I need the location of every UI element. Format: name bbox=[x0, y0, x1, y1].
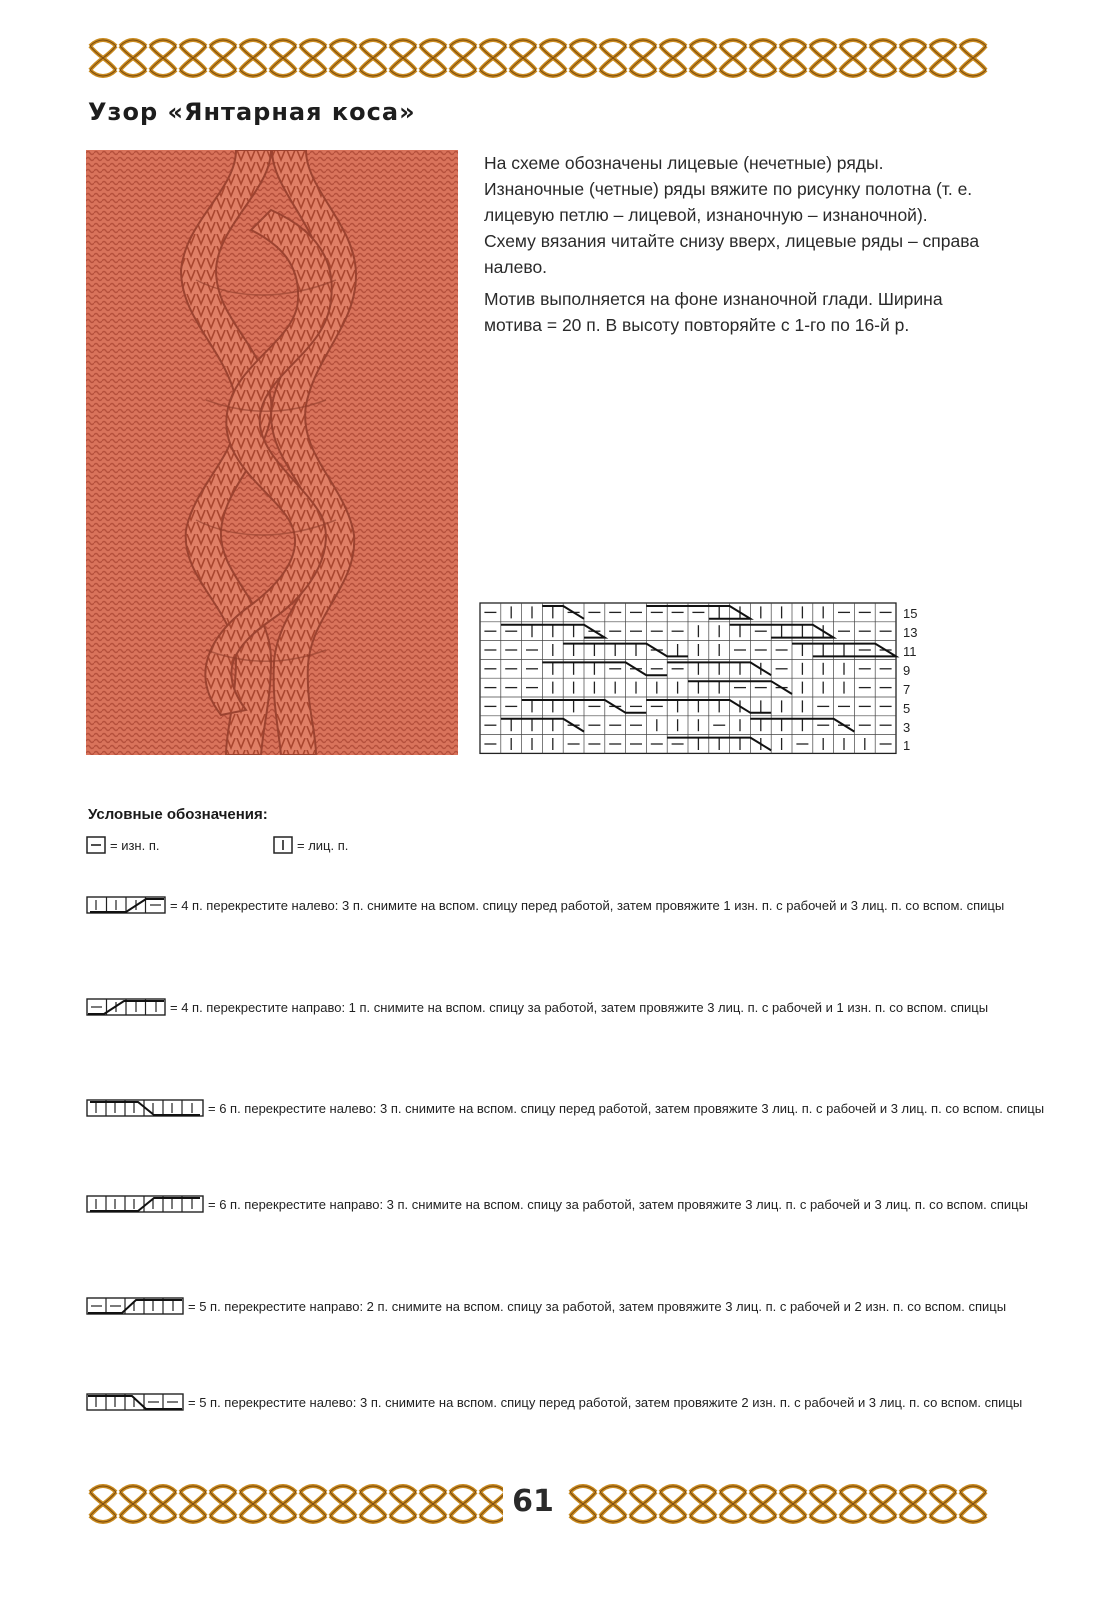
knitting-chart bbox=[478, 600, 923, 760]
chart-row-numbers bbox=[903, 606, 917, 753]
description-paragraph-1: На схеме обозначены лицевые (нечетные) ряды. Изнаночные (четные) ряды вяжите по рисунку полотна (т. е. лицевую петлю – лицевой, изнаночную – изнаночной). Схему вязания читайте снизу вверх, лицевые ряды – справа налево. bbox=[484, 153, 980, 277]
row-number: 15 bbox=[903, 606, 918, 621]
row-number: 3 bbox=[903, 720, 911, 735]
legend-cross-text: = 6 п. перекрестите направо: 3 п. снимите на вспом. спицу за работой, затем провяжите 3 лиц. п. с рабочей и 3 лиц. п. со вспом. спицы bbox=[208, 1196, 1028, 1212]
legend-cross-text: = 4 п. перекрестите направо: 1 п. снимите на вспом. спицу за работой, затем провяжите 3 лиц. п. с рабочей и 1 изн. п. со вспом. спицы bbox=[170, 999, 989, 1015]
knit-symbol-icon bbox=[273, 836, 293, 854]
legend-cross-4-right bbox=[86, 998, 992, 1016]
knitted-swatch-photo bbox=[86, 150, 458, 755]
legend-knit bbox=[273, 836, 352, 854]
cross-5-right-icon bbox=[86, 1297, 184, 1315]
row-number: 9 bbox=[903, 663, 911, 678]
legend-purl bbox=[86, 836, 163, 854]
legend-cross-5-left bbox=[86, 1393, 1026, 1411]
cross-4-left-icon bbox=[86, 896, 166, 914]
legend-title: Условные обозначения: bbox=[88, 806, 268, 823]
row-number: 7 bbox=[903, 682, 911, 697]
row-number: 5 bbox=[903, 701, 911, 716]
legend-cross-4-left bbox=[86, 896, 1008, 914]
description-paragraph-2: Мотив выполняется на фоне изнаночной глади. Ширина мотива = 20 п. В высоту повторяйте с 1-го по 16-й р. bbox=[484, 289, 943, 335]
page-number: 61 bbox=[512, 1484, 554, 1519]
legend-cross-6-right bbox=[86, 1195, 1032, 1213]
row-number: 1 bbox=[903, 738, 911, 753]
legend-cross-text: = 5 п. перекрестите направо: 2 п. снимите на вспом. спицу за работой, затем провяжите 3 лиц. п. с рабочей и 2 изн. п. со вспом. спицы bbox=[188, 1298, 1007, 1314]
legend-cross-text: = 6 п. перекрестите налево: 3 п. снимите на вспом. спицу перед работой, затем провяжите 3 лиц. п. с рабочей и 3 лиц. п. со вспом. спицы bbox=[208, 1100, 1045, 1116]
page-title: Узор «Янтарная коса» bbox=[88, 98, 416, 126]
row-number: 11 bbox=[903, 644, 917, 659]
legend-cross-text: = 5 п. перекрестите налево: 3 п. снимите на вспом. спицу перед работой, затем провяжите 2 изн. п. с рабочей и 3 лиц. п. со вспом. спицы bbox=[188, 1394, 1023, 1410]
cross-4-right-icon bbox=[86, 998, 166, 1016]
legend-cross-6-left bbox=[86, 1099, 1048, 1117]
purl-symbol-icon bbox=[86, 836, 106, 854]
cross-5-left-icon bbox=[86, 1393, 184, 1411]
legend-cross-text: = 4 п. перекрестите налево: 3 п. снимите на вспом. спицу перед работой, затем провяжите 1 изн. п. с рабочей и 3 лиц. п. со вспом. спицы bbox=[170, 897, 1005, 913]
cross-6-left-icon bbox=[86, 1099, 204, 1117]
top-celtic-border bbox=[88, 38, 988, 78]
row-number: 13 bbox=[903, 625, 918, 640]
cross-6-right-icon bbox=[86, 1195, 204, 1213]
legend-knit-text: = лиц. п. bbox=[297, 837, 349, 853]
legend-cross-5-right bbox=[86, 1297, 1010, 1315]
pattern-description bbox=[484, 150, 984, 344]
legend-purl-text: = изн. п. bbox=[110, 837, 160, 853]
